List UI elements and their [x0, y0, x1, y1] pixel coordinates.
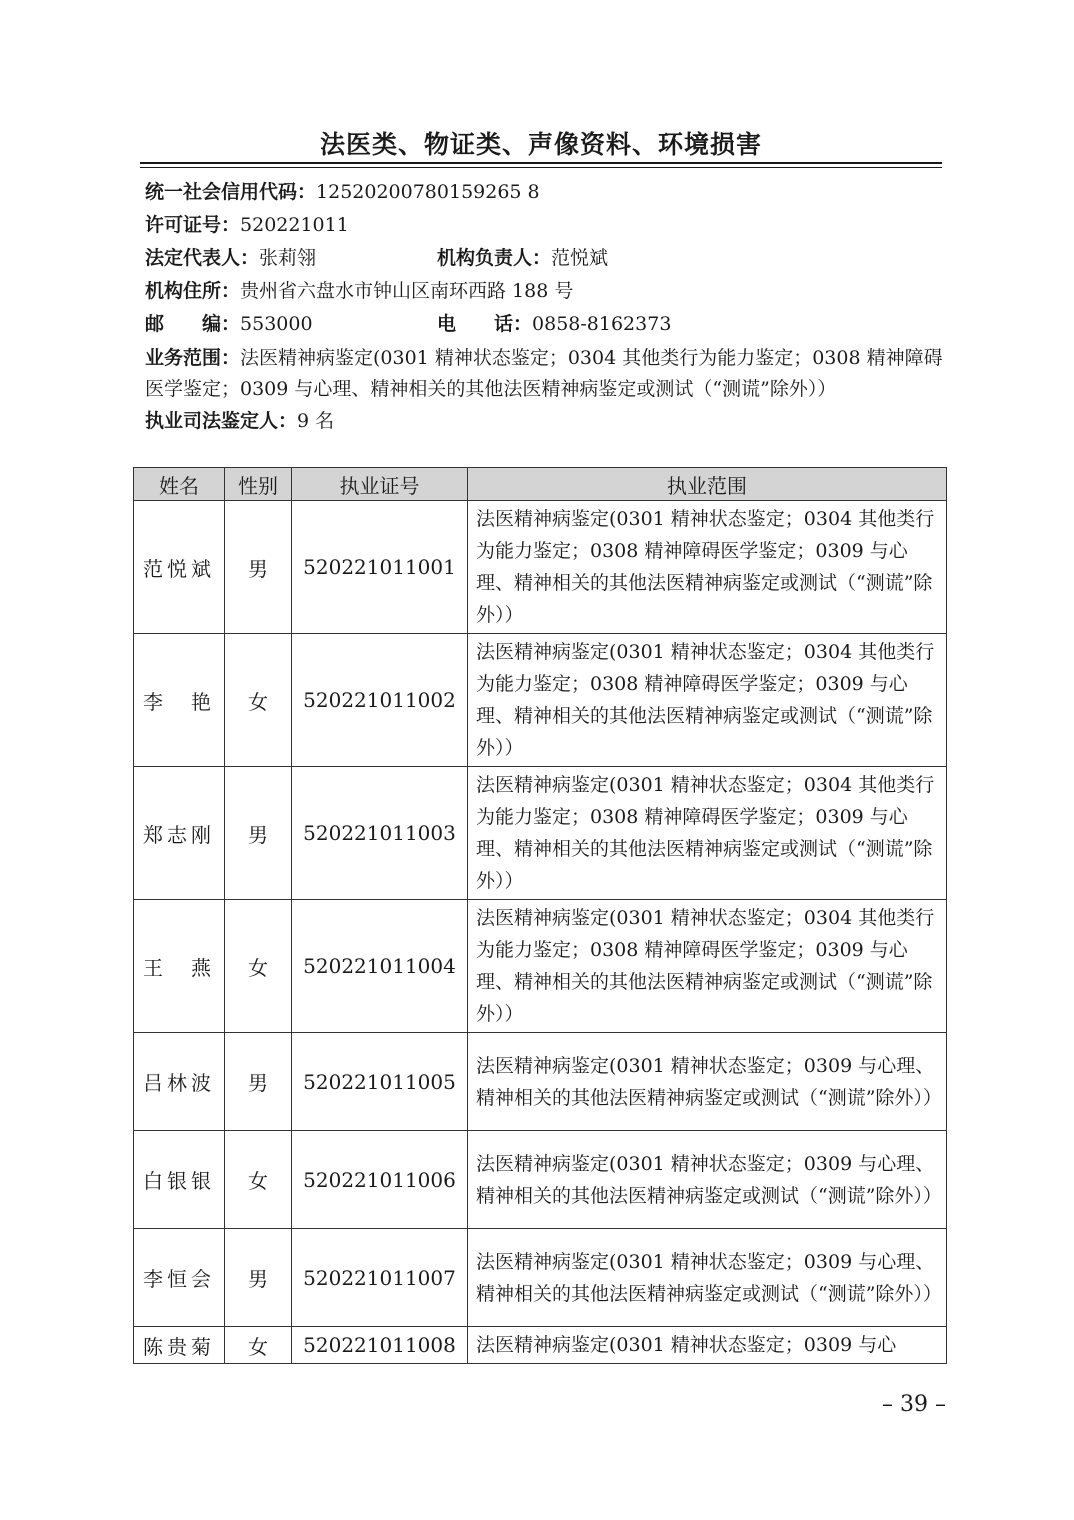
appraiser-scope: 法医精神病鉴定(0301 精神状态鉴定；0309 与心	[468, 1327, 947, 1364]
table-row	[134, 501, 947, 634]
postcode-group	[145, 308, 437, 341]
header-rule-thick	[140, 162, 942, 164]
page-header	[140, 128, 942, 168]
appraiser-scope: 法医精神病鉴定(0301 精神状态鉴定；0304 其他类行为能力鉴定；0308 精神障碍医学鉴定；0309 与心理、精神相关的其他法医精神病鉴定或测试（“测谎”除外））	[468, 767, 947, 900]
table-row	[134, 1033, 947, 1131]
address-line	[145, 275, 950, 308]
postcode-label: 邮 编：	[145, 313, 241, 335]
page-number: – 39 –	[882, 1392, 946, 1417]
legal-rep-label: 法定代表人：	[145, 247, 260, 269]
postcode-value: 553000	[240, 313, 313, 335]
table-row	[134, 634, 947, 767]
appraiser-table	[133, 467, 947, 1364]
appraiser-gender: 女	[225, 1327, 292, 1364]
table-row	[134, 767, 947, 900]
table-row	[134, 1327, 947, 1364]
appraiser-gender: 女	[225, 900, 292, 1033]
table-header-row	[134, 468, 947, 501]
appraiser-scope: 法医精神病鉴定(0301 精神状态鉴定；0304 其他类行为能力鉴定；0308 精神障碍医学鉴定；0309 与心理、精神相关的其他法医精神病鉴定或测试（“测谎”除外））	[468, 501, 947, 634]
staff-label: 执业司法鉴定人：	[145, 410, 298, 432]
address-value: 贵州省六盘水市钟山区南环西路 188 号	[240, 280, 574, 302]
appraiser-gender: 男	[225, 767, 292, 900]
appraiser-name: 郑志刚	[134, 767, 225, 900]
credit-code-value: 12520200780159265 8	[316, 181, 540, 203]
scope-label: 业务范围：	[145, 347, 241, 369]
phone-value: 0858-8162373	[532, 313, 672, 335]
appraiser-gender: 女	[225, 1131, 292, 1229]
header-rule-thin	[140, 167, 942, 168]
appraiser-scope: 法医精神病鉴定(0301 精神状态鉴定；0309 与心理、精神相关的其他法医精神病鉴定或测试（“测谎”除外））	[468, 1229, 947, 1327]
header-name: 姓名	[134, 468, 225, 501]
table-row	[134, 1131, 947, 1229]
appraiser-name: 陈贵菊	[134, 1327, 225, 1364]
appraiser-gender: 女	[225, 634, 292, 767]
appraiser-cert: 520221011003	[292, 767, 468, 900]
legal-rep-value: 张莉翎	[259, 247, 317, 269]
head-value: 范悦斌	[551, 247, 609, 269]
credit-code-label: 统一社会信用代码：	[145, 181, 317, 203]
address-label: 机构住所：	[145, 280, 241, 302]
header-scope: 执业范围	[468, 468, 947, 501]
org-info	[145, 176, 950, 438]
license-label: 许可证号：	[145, 214, 241, 236]
appraiser-cert: 520221011004	[292, 900, 468, 1033]
table-row	[134, 900, 947, 1033]
business-scope	[145, 343, 950, 405]
appraiser-cert: 520221011006	[292, 1131, 468, 1229]
head-label: 机构负责人：	[437, 247, 552, 269]
table-row	[134, 1229, 947, 1327]
appraiser-name: 李 艳	[134, 634, 225, 767]
appraiser-name: 白银银	[134, 1131, 225, 1229]
page-title: 法医类、物证类、声像资料、环境损害	[319, 130, 762, 159]
appraiser-cert: 520221011002	[292, 634, 468, 767]
license-line	[145, 209, 950, 242]
appraiser-gender: 男	[225, 1033, 292, 1131]
license-value: 520221011	[240, 214, 349, 236]
appraiser-name: 吕林波	[134, 1033, 225, 1131]
appraiser-gender: 男	[225, 1229, 292, 1327]
appraiser-scope: 法医精神病鉴定(0301 精神状态鉴定；0309 与心理、精神相关的其他法医精神病鉴定或测试（“测谎”除外））	[468, 1131, 947, 1229]
appraiser-cert: 520221011007	[292, 1229, 468, 1327]
legal-rep-group	[145, 242, 437, 275]
appraiser-scope: 法医精神病鉴定(0301 精神状态鉴定；0304 其他类行为能力鉴定；0308 精神障碍医学鉴定；0309 与心理、精神相关的其他法医精神病鉴定或测试（“测谎”除外））	[468, 900, 947, 1033]
header-cert: 执业证号	[292, 468, 468, 501]
header-gender: 性别	[225, 468, 292, 501]
appraiser-name: 范悦斌	[134, 501, 225, 634]
appraiser-scope: 法医精神病鉴定(0301 精神状态鉴定；0309 与心理、精神相关的其他法医精神病鉴定或测试（“测谎”除外））	[468, 1033, 947, 1131]
phone-label: 电 话：	[437, 313, 533, 335]
appraiser-cert: 520221011008	[292, 1327, 468, 1364]
contact-line	[145, 308, 950, 341]
credit-code-line	[145, 176, 950, 209]
staff-count: 9 名	[297, 410, 335, 432]
appraiser-name: 李恒会	[134, 1229, 225, 1327]
representative-line	[145, 242, 950, 275]
appraiser-name: 王 燕	[134, 900, 225, 1033]
staff-line	[145, 405, 950, 438]
scope-value: 法医精神病鉴定(0301 精神状态鉴定；0304 其他类行为能力鉴定；0308 精神障碍医学鉴定；0309 与心理、精神相关的其他法医精神病鉴定或测试（“测谎”除外））	[145, 347, 943, 400]
appraiser-scope: 法医精神病鉴定(0301 精神状态鉴定；0304 其他类行为能力鉴定；0308 精神障碍医学鉴定；0309 与心理、精神相关的其他法医精神病鉴定或测试（“测谎”除外））	[468, 634, 947, 767]
appraiser-cert: 520221011001	[292, 501, 468, 634]
appraiser-gender: 男	[225, 501, 292, 634]
appraiser-cert: 520221011005	[292, 1033, 468, 1131]
